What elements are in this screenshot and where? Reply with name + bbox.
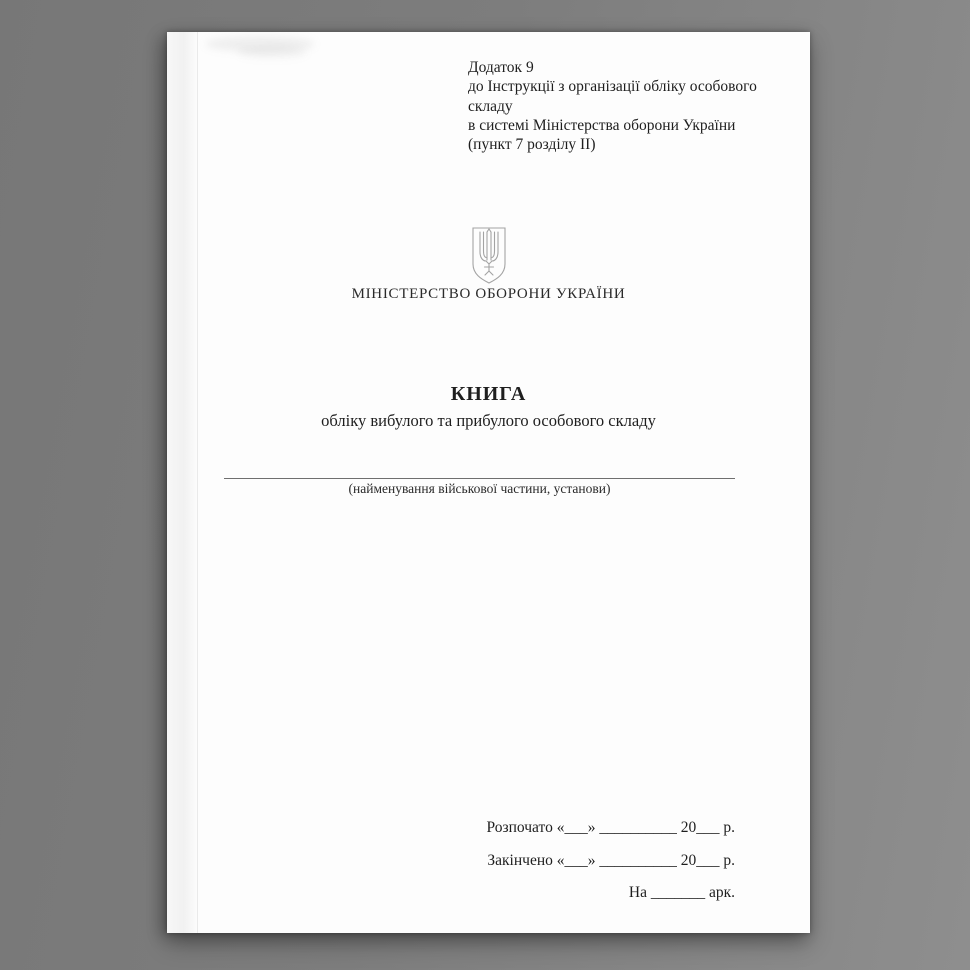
- book-subtitle: обліку вибулого та прибулого особового складу: [321, 411, 656, 430]
- annex-line: Додаток 9: [468, 59, 534, 76]
- ukraine-trident-emblem-icon: [469, 226, 509, 286]
- started-date-line: Розпочато «___» __________ 20___ р.: [486, 819, 735, 836]
- annex-line: до Інструкції з організації обліку особового: [468, 78, 757, 96]
- annex-line: в системі Міністерства оборони України: [468, 116, 736, 134]
- annex-line: (пункт 7 розділу ІІ): [468, 136, 596, 154]
- annex-line: складу: [468, 97, 513, 115]
- annex-reference-note: [468, 58, 757, 154]
- book-cover-page: [167, 32, 810, 933]
- scan-smudge: [237, 46, 307, 58]
- unit-name-caption: (найменування військової частини, установи): [348, 481, 611, 496]
- finished-date-line: Закінчено «___» __________ 20___ р.: [487, 852, 735, 869]
- sheet-count-line: На _______ арк.: [628, 884, 735, 901]
- book-spine-strip: [167, 32, 198, 933]
- ministry-name: МІНІСТЕРСТВО ОБОРОНИ УКРАЇНИ: [351, 286, 626, 302]
- book-title: КНИГА: [450, 383, 527, 405]
- unit-name-blank-line: [224, 478, 735, 479]
